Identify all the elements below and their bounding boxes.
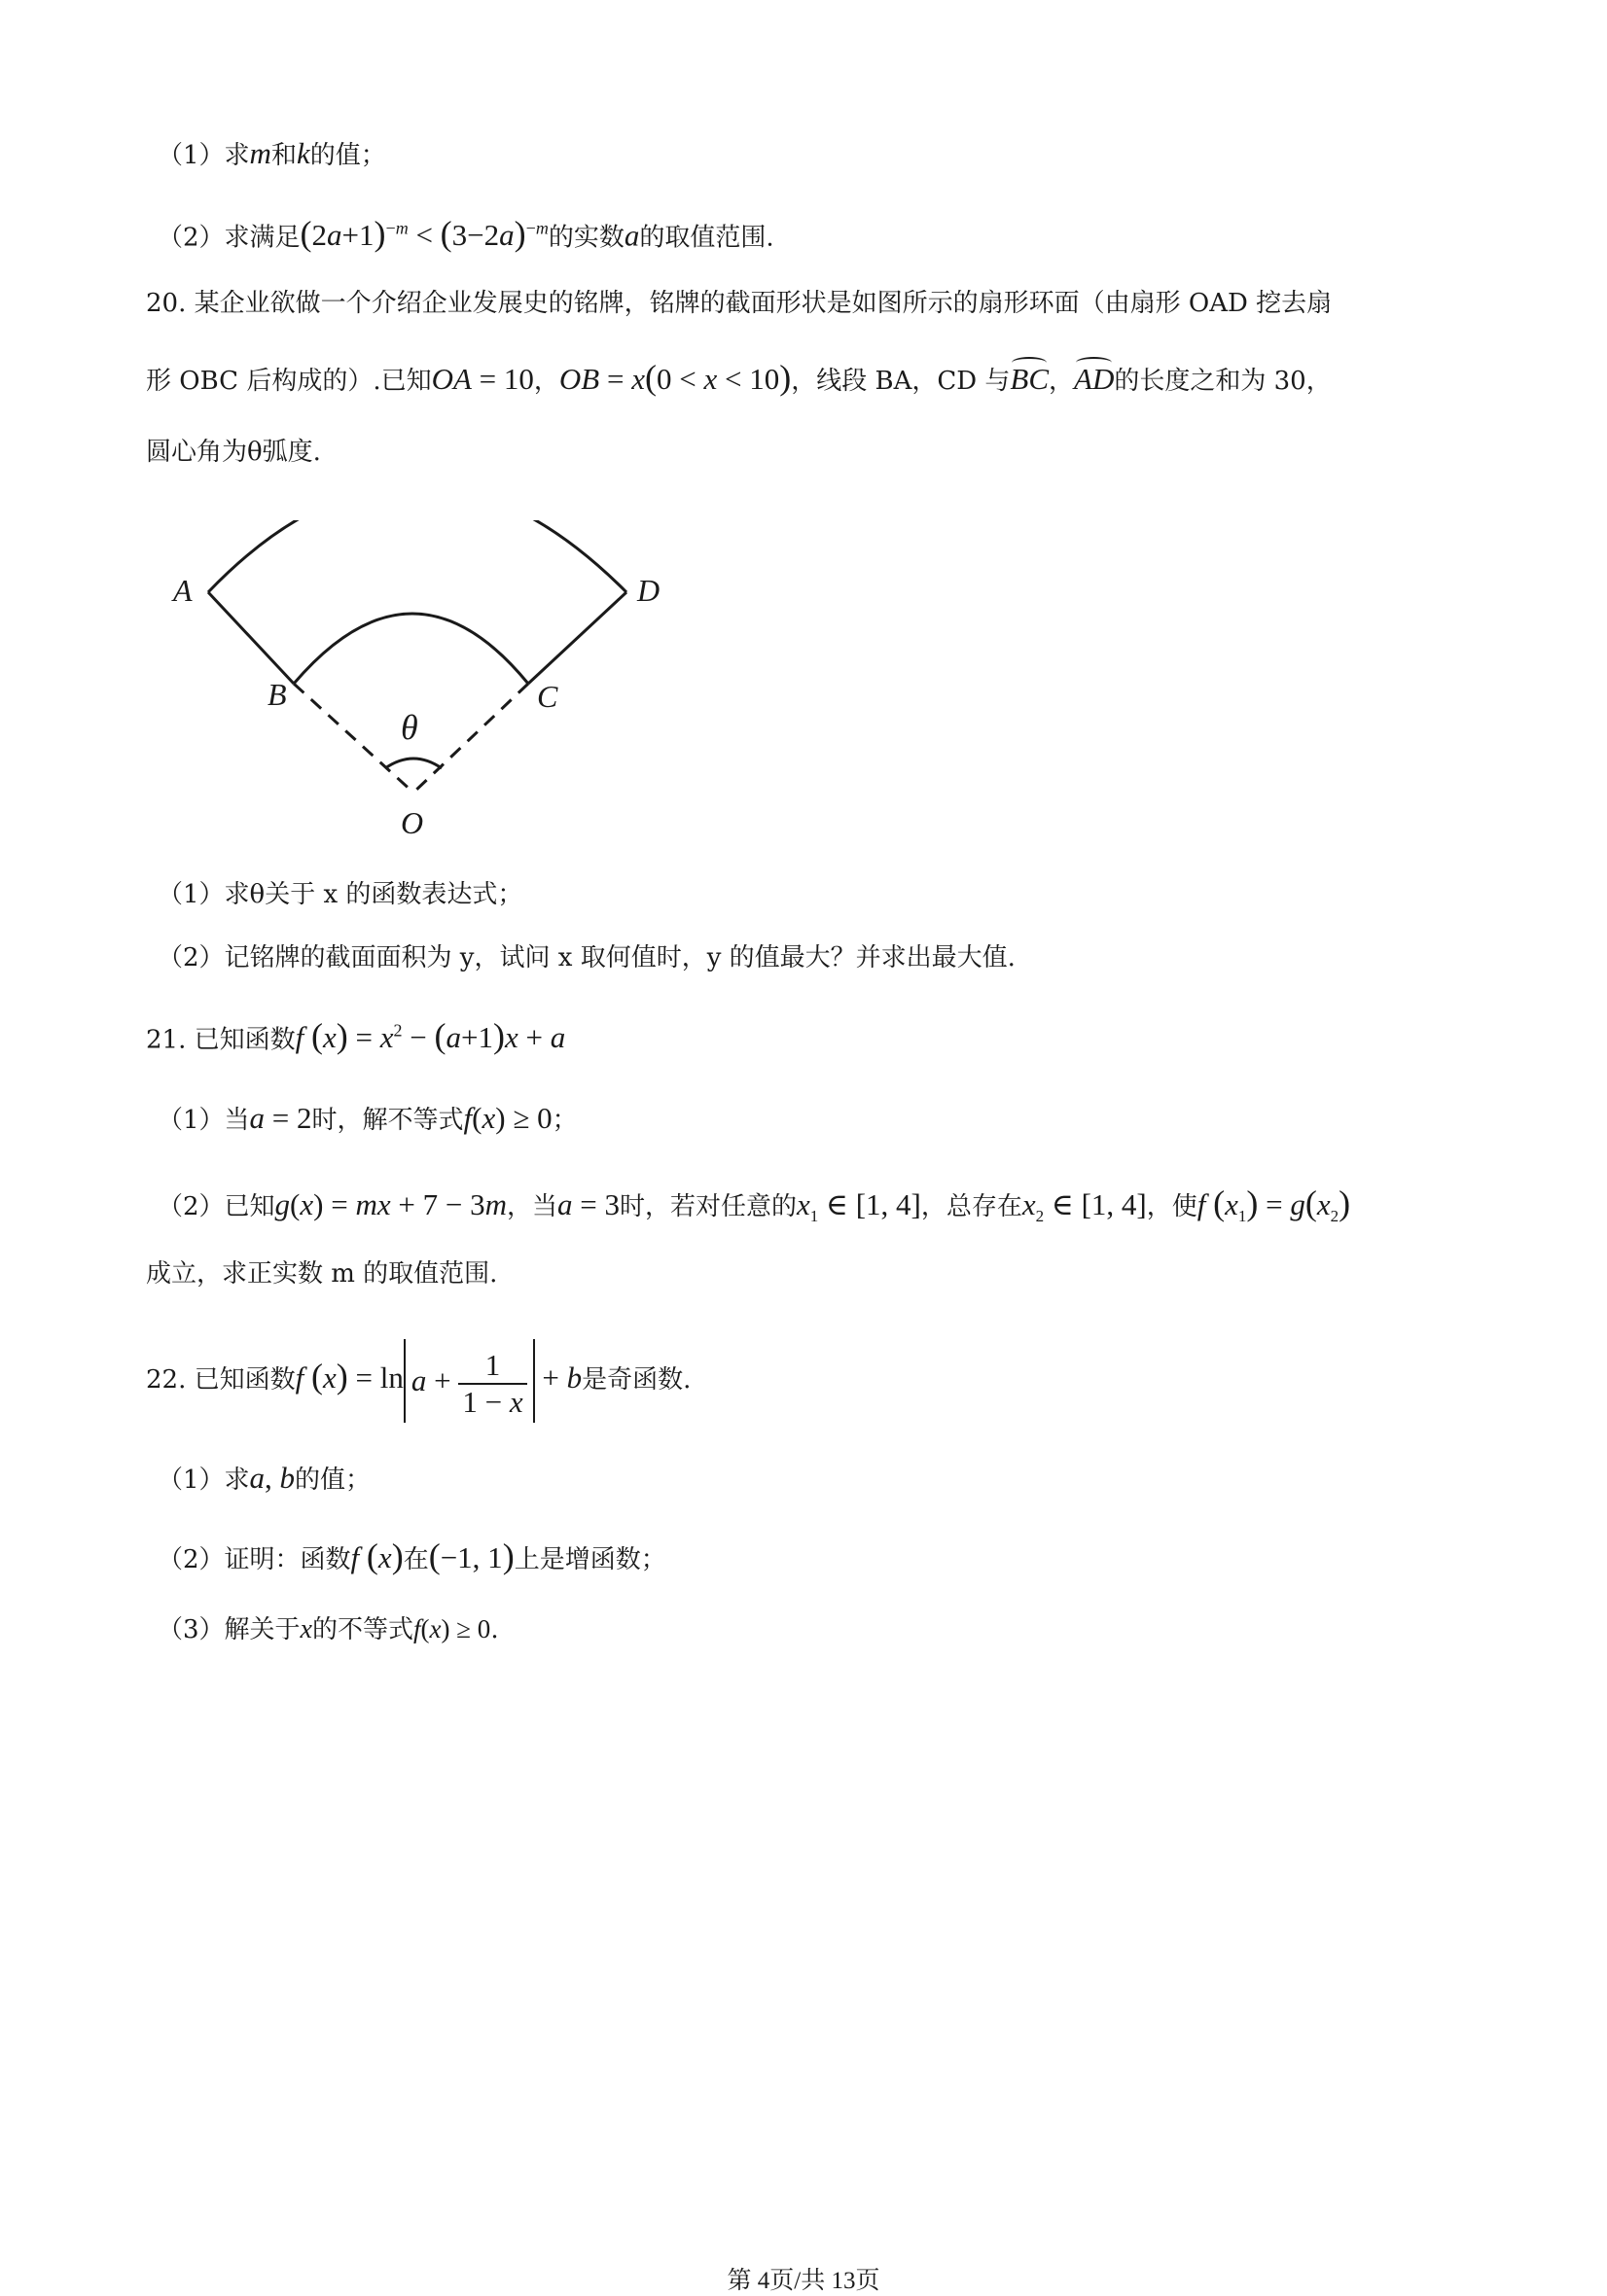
q20-line3: 圆心角为θ弧度.: [146, 438, 321, 467]
q20-line2: 形 OBC 后构成的）.已知OA = 10，OB = x(0 < x < 10)，线段 BA，CD 与BC，AD的长度之和为 30，: [146, 358, 1332, 397]
label-d: D: [637, 573, 661, 608]
q19-part1: （1）求m和k的值；: [158, 136, 386, 170]
label-c: C: [537, 679, 558, 714]
q22-title: 22. 已知函数f (x) = ln a + $\frac{1}{1 - x}$ + b是奇函数.: [146, 1332, 691, 1424]
q21-part1: （1）当a = 2时，解不等式f(x) ≥ 0；: [158, 1101, 578, 1135]
dashed-ob: [294, 684, 413, 793]
q20-ob-eq: OB = x(0 < x < 10): [558, 358, 792, 397]
sector-ring-figure: [156, 520, 681, 841]
segment-ba: [208, 592, 294, 684]
inner-arc-bc: [294, 614, 528, 684]
outer-arc-ad: [208, 520, 626, 592]
dashed-oc: [413, 684, 528, 793]
angle-arc: [385, 759, 442, 768]
q21-function: f $(x) = x^2 - (a+1)x + a$: [295, 1016, 566, 1056]
segment-cd: [528, 592, 626, 684]
q22-part2: （2）证明：函数f (x)在(−1, 1)上是增函数；: [158, 1537, 666, 1575]
label-b: B: [268, 677, 287, 712]
label-a: A: [173, 573, 193, 608]
q21-part2: （2）已知g(x) = mx + 7 − 3m，当a = 3时，若对任意的$x_1$ ∈ [1, 4]，总存在$x_2$ ∈ [1, 4]，使f $(x_1) = g(x_2)$: [158, 1183, 1351, 1226]
q22-part1: （1）求a, b的值；: [158, 1461, 372, 1495]
q21-title: 21. 已知函数f $(x) = x^2 - (a+1)x + a$: [146, 1016, 566, 1056]
q20-part2: （2）记铭牌的截面面积为 y，试问 x 取何值时，y 的值最大？并求出最大值.: [158, 943, 1016, 972]
q20-part1: （1）求θ关于 x 的函数表达式；: [158, 880, 523, 909]
page-footer: 第 4页/共 13页: [727, 2268, 880, 2294]
label-o: O: [401, 805, 424, 840]
q22-part3: （3）解关于x的不等式f(x) ≥ 0.: [158, 1614, 499, 1644]
q20-arc-ad: AD: [1074, 360, 1114, 399]
q22-function: f (x) = ln a + $\frac{1}{1 - x}$ + b: [296, 1360, 582, 1395]
label-theta: θ: [401, 708, 418, 747]
q20-arc-bc: BC: [1010, 360, 1049, 399]
q20-line1: 20. 某企业欲做一个介绍企业发展史的铭牌，铭牌的截面形状是如图所示的扇形环面（由扇形 OAD 挖去扇: [146, 289, 1333, 318]
q20-oa-eq: OA = 10: [431, 362, 534, 396]
q21-part2-line2: 成立，求正实数 m 的取值范围.: [146, 1259, 498, 1289]
q19-part2: （2）求满足$(2a+1)^{-m} < (3-2a)^{-m}$的实数a的取值范围.: [158, 214, 774, 254]
q19-inequality: $(2a+1)^{-m} < (3-2a)^{-m}$: [300, 214, 549, 254]
